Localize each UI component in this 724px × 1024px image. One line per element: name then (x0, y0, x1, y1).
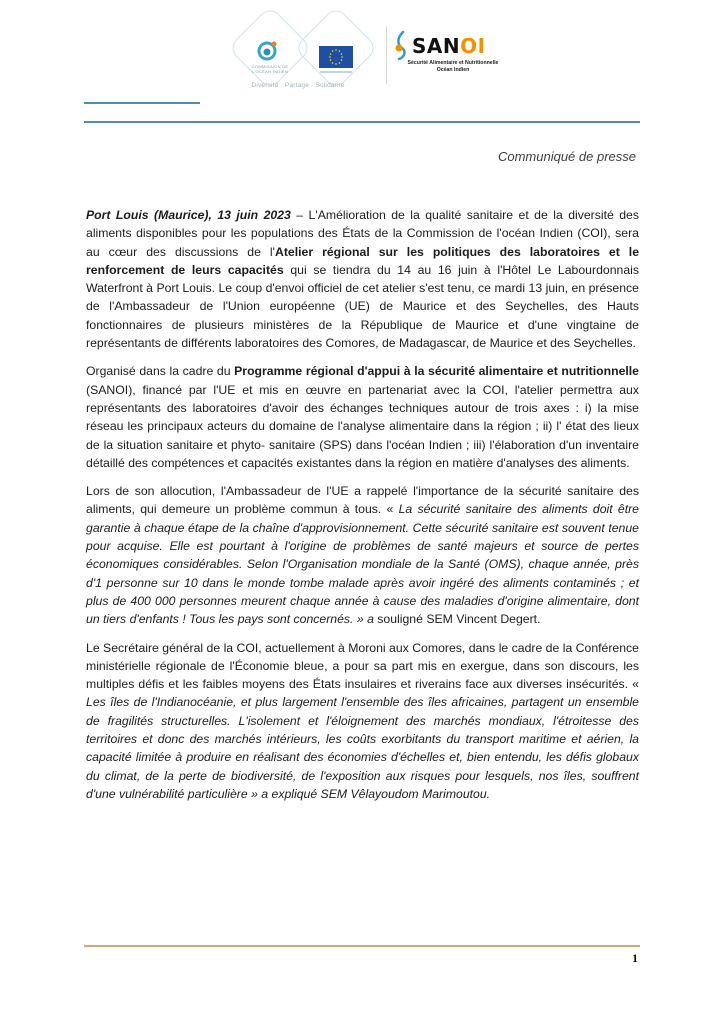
sanoi-wordmark (412, 34, 486, 58)
coi-caption-line2: L'OCÉAN INDIEN (251, 69, 289, 74)
dateline: Port Louis (Maurice), 13 juin 2023 (86, 208, 291, 222)
sanoi-wordmark-prefix: SAN (412, 34, 461, 58)
header-rule-short (84, 102, 200, 104)
coi-motto: Diversité · Partage · Solidarité (251, 82, 345, 89)
paragraph-secretary-general (86, 639, 639, 804)
paragraph-text: Le Secrétaire général de la COI, actuellement à Moroni aux Comores, dans le cadre de la Conférence ministérielle régionale de l'Économie bleue, a pour sa part mis en exergue, dans son discours, les multiples défis et les faibles moyens des États insulaires et riverains face aux diverses insécurités. « (86, 640, 639, 692)
programme-name: Programme régional d'appui à la sécurité alimentaire et nutritionnelle (234, 364, 639, 379)
footer-rule (84, 945, 640, 947)
document-type-label: Communiqué de presse (497, 149, 636, 164)
eu-flag-icon (319, 46, 353, 68)
secretary-general-quote: Les îles de l'Indianocéanie, et plus largement l'ensemble des îles africaines, partagent un ensemble de fragilités structurelles. L'isolement et l'éloignement des marchés mondiaux, l'étroitesse des territoires et donc des marchés intérieurs, les coûts exorbitants du transport maritime et aérien, la capacité limitée à produire en réalisant des économies d'échelles et, bien entendu, les défis globaux du climat, de la perte de biodiversité, de l'exposition aux risques pour lesquels, nos îles, souffrent d'une vulnérabilité particulière » a expliqué SEM Vêlayoudom Marimoutou. (86, 695, 639, 801)
paragraph-text: – L'Amélioration de la qualité sanitaire et de la diversité des aliments disponibles pour les populations des États de la Commission de l'océan Indien (COI), sera au cœur des discussions de l' (86, 208, 639, 259)
paragraph-text: Lors de son allocution, l'Ambassadeur de l'UE a rappelé l'importance de la sécurité sanitaire des aliments, qui demeure un problème commun à tous. « (86, 484, 639, 517)
sanoi-logo (394, 30, 520, 90)
paragraph-intro (86, 206, 639, 352)
workshop-title: Atelier régional sur les politiques des laboratoires et le renforcement de leurs capacités (86, 244, 640, 277)
paragraph-text: qui se tiendra du 14 au 16 juin à l'Hôtel Le Labourdonnais Waterfront à Port Louis. Le coup d'envoi officiel de cet atelier s'est tenu, ce mardi 13 juin, en présence de l'Ambassadeur de l'Union européenne (UE) de Maurice et des Seychelles, des Hauts fonctionnaires de plusieurs ministères de la République de Maurice et d'une vingtaine de représentants de différents laboratoires des Comores, de Madagascar, de Maurice et des Seychelles. (86, 262, 639, 351)
paragraph-ambassador (86, 482, 639, 628)
paragraph-text: souligné SEM Vincent Degert. (373, 612, 541, 627)
logo-divider (386, 26, 387, 84)
press-release-body (86, 206, 639, 813)
paragraph-text: (SANOI), financé par l'UE et mis en œuvre en partenariat avec la COI, l'atelier permettra aux représentants des laboratoires d'avoir des échanges techniques autour de trois axes : i) la mise réseau les principaux acteurs du domaine de l'analyse alimentaire dans la région ; ii) l' état des lieux de la situation sanitaire et phyto- sanitaire (SPS) dans l'océan Indien ; iii) l'élaboration d'un inventaire détaillé des compétences et capacités existantes dans la région en matière d'analyses des aliments. (86, 382, 639, 470)
sanoi-wordmark-suffix: OI (460, 34, 486, 58)
sanoi-subtitle-line2: Océan Indien (436, 66, 470, 73)
header-logos (220, 14, 520, 98)
paragraph-text: Organisé dans la cadre du (86, 364, 235, 379)
ambassador-quote: La sécurité sanitaire des aliments doit être garantie à chaque étape de la chaîne d'approvisionnement. Cette sécurité sanitaire est souvent tenue pour acquise. Elle est pourtant à l'origine de problèmes de santé majeurs et source de pertes économiques considérables. Selon l'Organisation mondiale de la Santé (OMS), chaque année, près d'1 personne sur 10 dans le monde tombe malade après avoir ingéré des aliments contaminés ; et plus de 400 000 personnes meurent chaque année à cause des maladies d'origine alimentaire, dont un tiers d'enfants ! Tous les pays sont concernés. » a (86, 502, 639, 627)
sanoi-swirl-icon (394, 30, 410, 60)
paragraph-programme (86, 362, 639, 472)
coi-emblem-icon (257, 39, 279, 61)
page-number: 1 (632, 951, 638, 965)
coi-eu-logo-block (220, 14, 380, 98)
sanoi-subtitle-line1: Sécurité Alimentaire et Nutritionnelle (407, 60, 499, 66)
coi-caption-line1: COMMISSION DE (251, 64, 289, 69)
eu-caption (320, 71, 352, 73)
sanoi-subtitle (394, 60, 512, 73)
header-rule-long (84, 121, 640, 123)
coi-caption (242, 64, 298, 74)
